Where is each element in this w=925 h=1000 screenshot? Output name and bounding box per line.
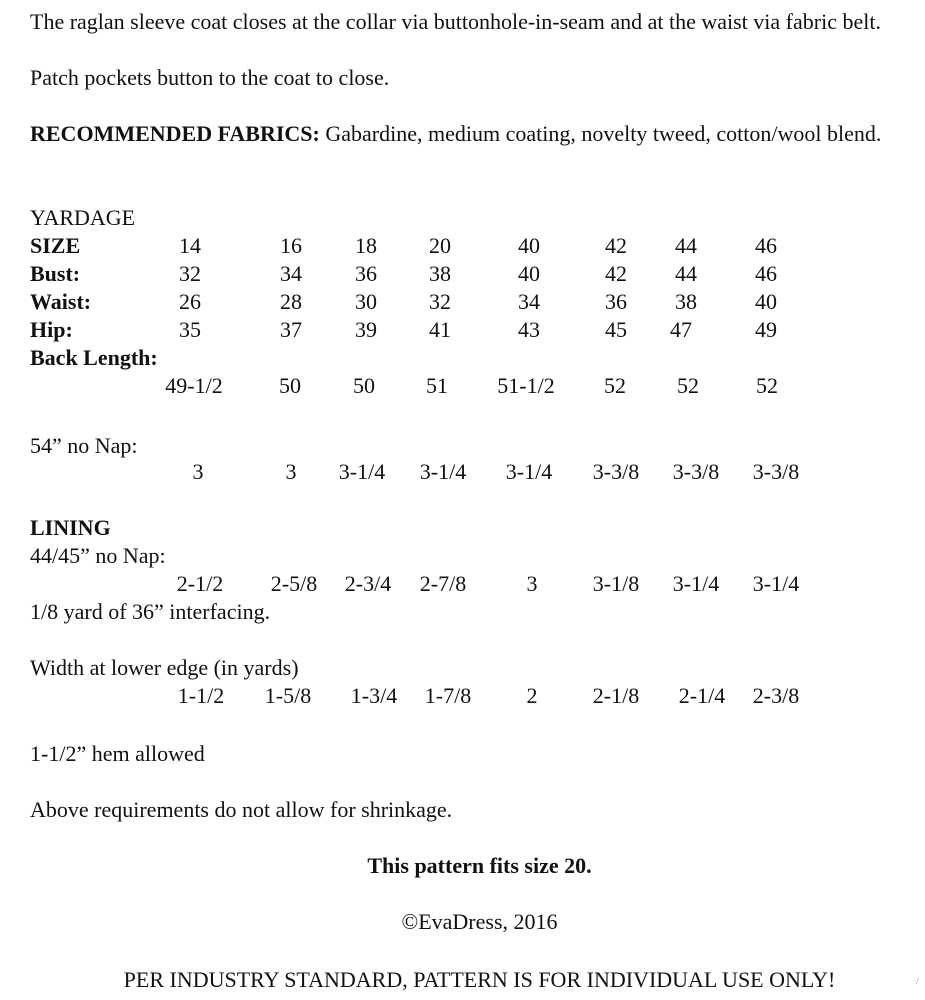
lining-no-nap-label: 44/45” no Nap: xyxy=(30,543,166,568)
usage-notice: PER INDUSTRY STANDARD, PATTERN IS FOR INDIVIDUAL USE ONLY! xyxy=(123,967,836,992)
table-cell: 3-1/4 xyxy=(419,459,467,484)
recommended-fabrics xyxy=(30,120,920,148)
table-cell: 32 xyxy=(179,261,201,286)
table-cell: 3-3/8 xyxy=(752,459,800,484)
table-cell: 1-7/8 xyxy=(424,683,472,708)
yardage-heading: YARDAGE xyxy=(30,205,136,230)
table-cell: 2-3/4 xyxy=(344,571,392,596)
lining-heading: LINING xyxy=(30,515,111,540)
table-cell: 40 xyxy=(518,233,540,258)
size-row xyxy=(0,232,925,260)
table-cell: 3-1/4 xyxy=(672,571,720,596)
table-cell: 42 xyxy=(605,261,627,286)
table-cell: 35 xyxy=(179,317,201,342)
intro-pockets-line: Patch pockets button to the coat to close. xyxy=(30,65,390,90)
table-cell: 44 xyxy=(675,233,697,258)
corner-mark: / xyxy=(916,976,919,987)
interfacing-note: 1/8 yard of 36” interfacing. xyxy=(30,599,271,624)
table-cell: 30 xyxy=(355,289,377,314)
table-cell: 50 xyxy=(353,373,375,398)
table-cell: 41 xyxy=(429,317,451,342)
table-cell: 18 xyxy=(355,233,377,258)
intro-paragraph: The raglan sleeve coat closes at the collar via buttonhole-in-seam and at the waist via fabric belt. xyxy=(30,9,881,34)
table-cell: 38 xyxy=(429,261,451,286)
table-cell: 52 xyxy=(677,373,699,398)
table-cell: 3-1/8 xyxy=(592,571,640,596)
fabrics-text: Gabardine, medium coating, novelty tweed, cotton/wool blend. xyxy=(325,121,882,146)
table-cell: 50 xyxy=(279,373,301,398)
table-cell: 3 xyxy=(192,459,204,484)
table-cell: 49 xyxy=(755,317,777,342)
table-cell: 1-5/8 xyxy=(264,683,312,708)
table-cell: 28 xyxy=(280,289,302,314)
table-cell: 34 xyxy=(518,289,540,314)
table-cell: 3-3/8 xyxy=(672,459,720,484)
table-cell: 52 xyxy=(756,373,778,398)
table-cell: 2-1/8 xyxy=(592,683,640,708)
table-cell: 49-1/2 xyxy=(165,373,223,398)
copyright: ©EvaDress, 2016 xyxy=(401,909,558,934)
hem-note: 1-1/2” hem allowed xyxy=(30,741,205,766)
table-cell: 39 xyxy=(355,317,377,342)
table-cell: 14 xyxy=(179,233,201,258)
table-cell: 1-3/4 xyxy=(350,683,398,708)
row-label: SIZE xyxy=(30,233,81,258)
table-cell: 51-1/2 xyxy=(497,373,555,398)
back-length-label: Back Length: xyxy=(30,345,158,370)
table-cell: 34 xyxy=(280,261,302,286)
row-label: Hip: xyxy=(30,317,73,342)
table-cell: 2-1/2 xyxy=(176,571,224,596)
waist-row xyxy=(0,288,925,316)
table-cell: 36 xyxy=(355,261,377,286)
table-cell: 46 xyxy=(755,261,777,286)
table-cell: 3-1/4 xyxy=(752,571,800,596)
no-nap-label: 54” no Nap: xyxy=(30,433,138,458)
width-label: Width at lower edge (in yards) xyxy=(30,655,299,680)
table-cell: 3-1/4 xyxy=(505,459,553,484)
table-cell: 2 xyxy=(526,683,538,708)
hip-row xyxy=(0,316,925,344)
table-cell: 40 xyxy=(518,261,540,286)
width-row xyxy=(0,682,925,710)
table-cell: 2-1/4 xyxy=(678,683,726,708)
table-cell: 51 xyxy=(426,373,448,398)
fabrics-label: RECOMMENDED FABRICS: xyxy=(30,121,320,146)
table-cell: 44 xyxy=(675,261,697,286)
table-cell: 3 xyxy=(526,571,538,596)
table-cell: 47 xyxy=(670,317,692,342)
table-cell: 2-7/8 xyxy=(419,571,467,596)
row-label: Bust: xyxy=(30,261,81,286)
table-cell: 2-3/8 xyxy=(752,683,800,708)
table-cell: 1-1/2 xyxy=(177,683,225,708)
table-cell: 45 xyxy=(605,317,627,342)
table-cell: 16 xyxy=(280,233,302,258)
table-cell: 3-3/8 xyxy=(592,459,640,484)
table-cell: 3-1/4 xyxy=(338,459,386,484)
table-cell: 46 xyxy=(755,233,777,258)
table-cell: 43 xyxy=(518,317,540,342)
table-cell: 26 xyxy=(179,289,201,314)
table-cell: 20 xyxy=(429,233,451,258)
table-cell: 40 xyxy=(755,289,777,314)
no-nap-row xyxy=(0,458,925,486)
bust-row xyxy=(0,260,925,288)
row-label: Waist: xyxy=(30,289,92,314)
shrinkage-note: Above requirements do not allow for shrinkage. xyxy=(30,797,453,822)
table-cell: 38 xyxy=(675,289,697,314)
table-cell: 2-5/8 xyxy=(270,571,318,596)
back-length-row xyxy=(0,372,925,400)
lining-row xyxy=(0,570,925,598)
table-cell: 32 xyxy=(429,289,451,314)
table-cell: 36 xyxy=(605,289,627,314)
table-cell: 52 xyxy=(604,373,626,398)
fits-size-note: This pattern fits size 20. xyxy=(367,853,592,878)
table-cell: 37 xyxy=(280,317,302,342)
table-cell: 42 xyxy=(605,233,627,258)
table-cell: 3 xyxy=(285,459,297,484)
